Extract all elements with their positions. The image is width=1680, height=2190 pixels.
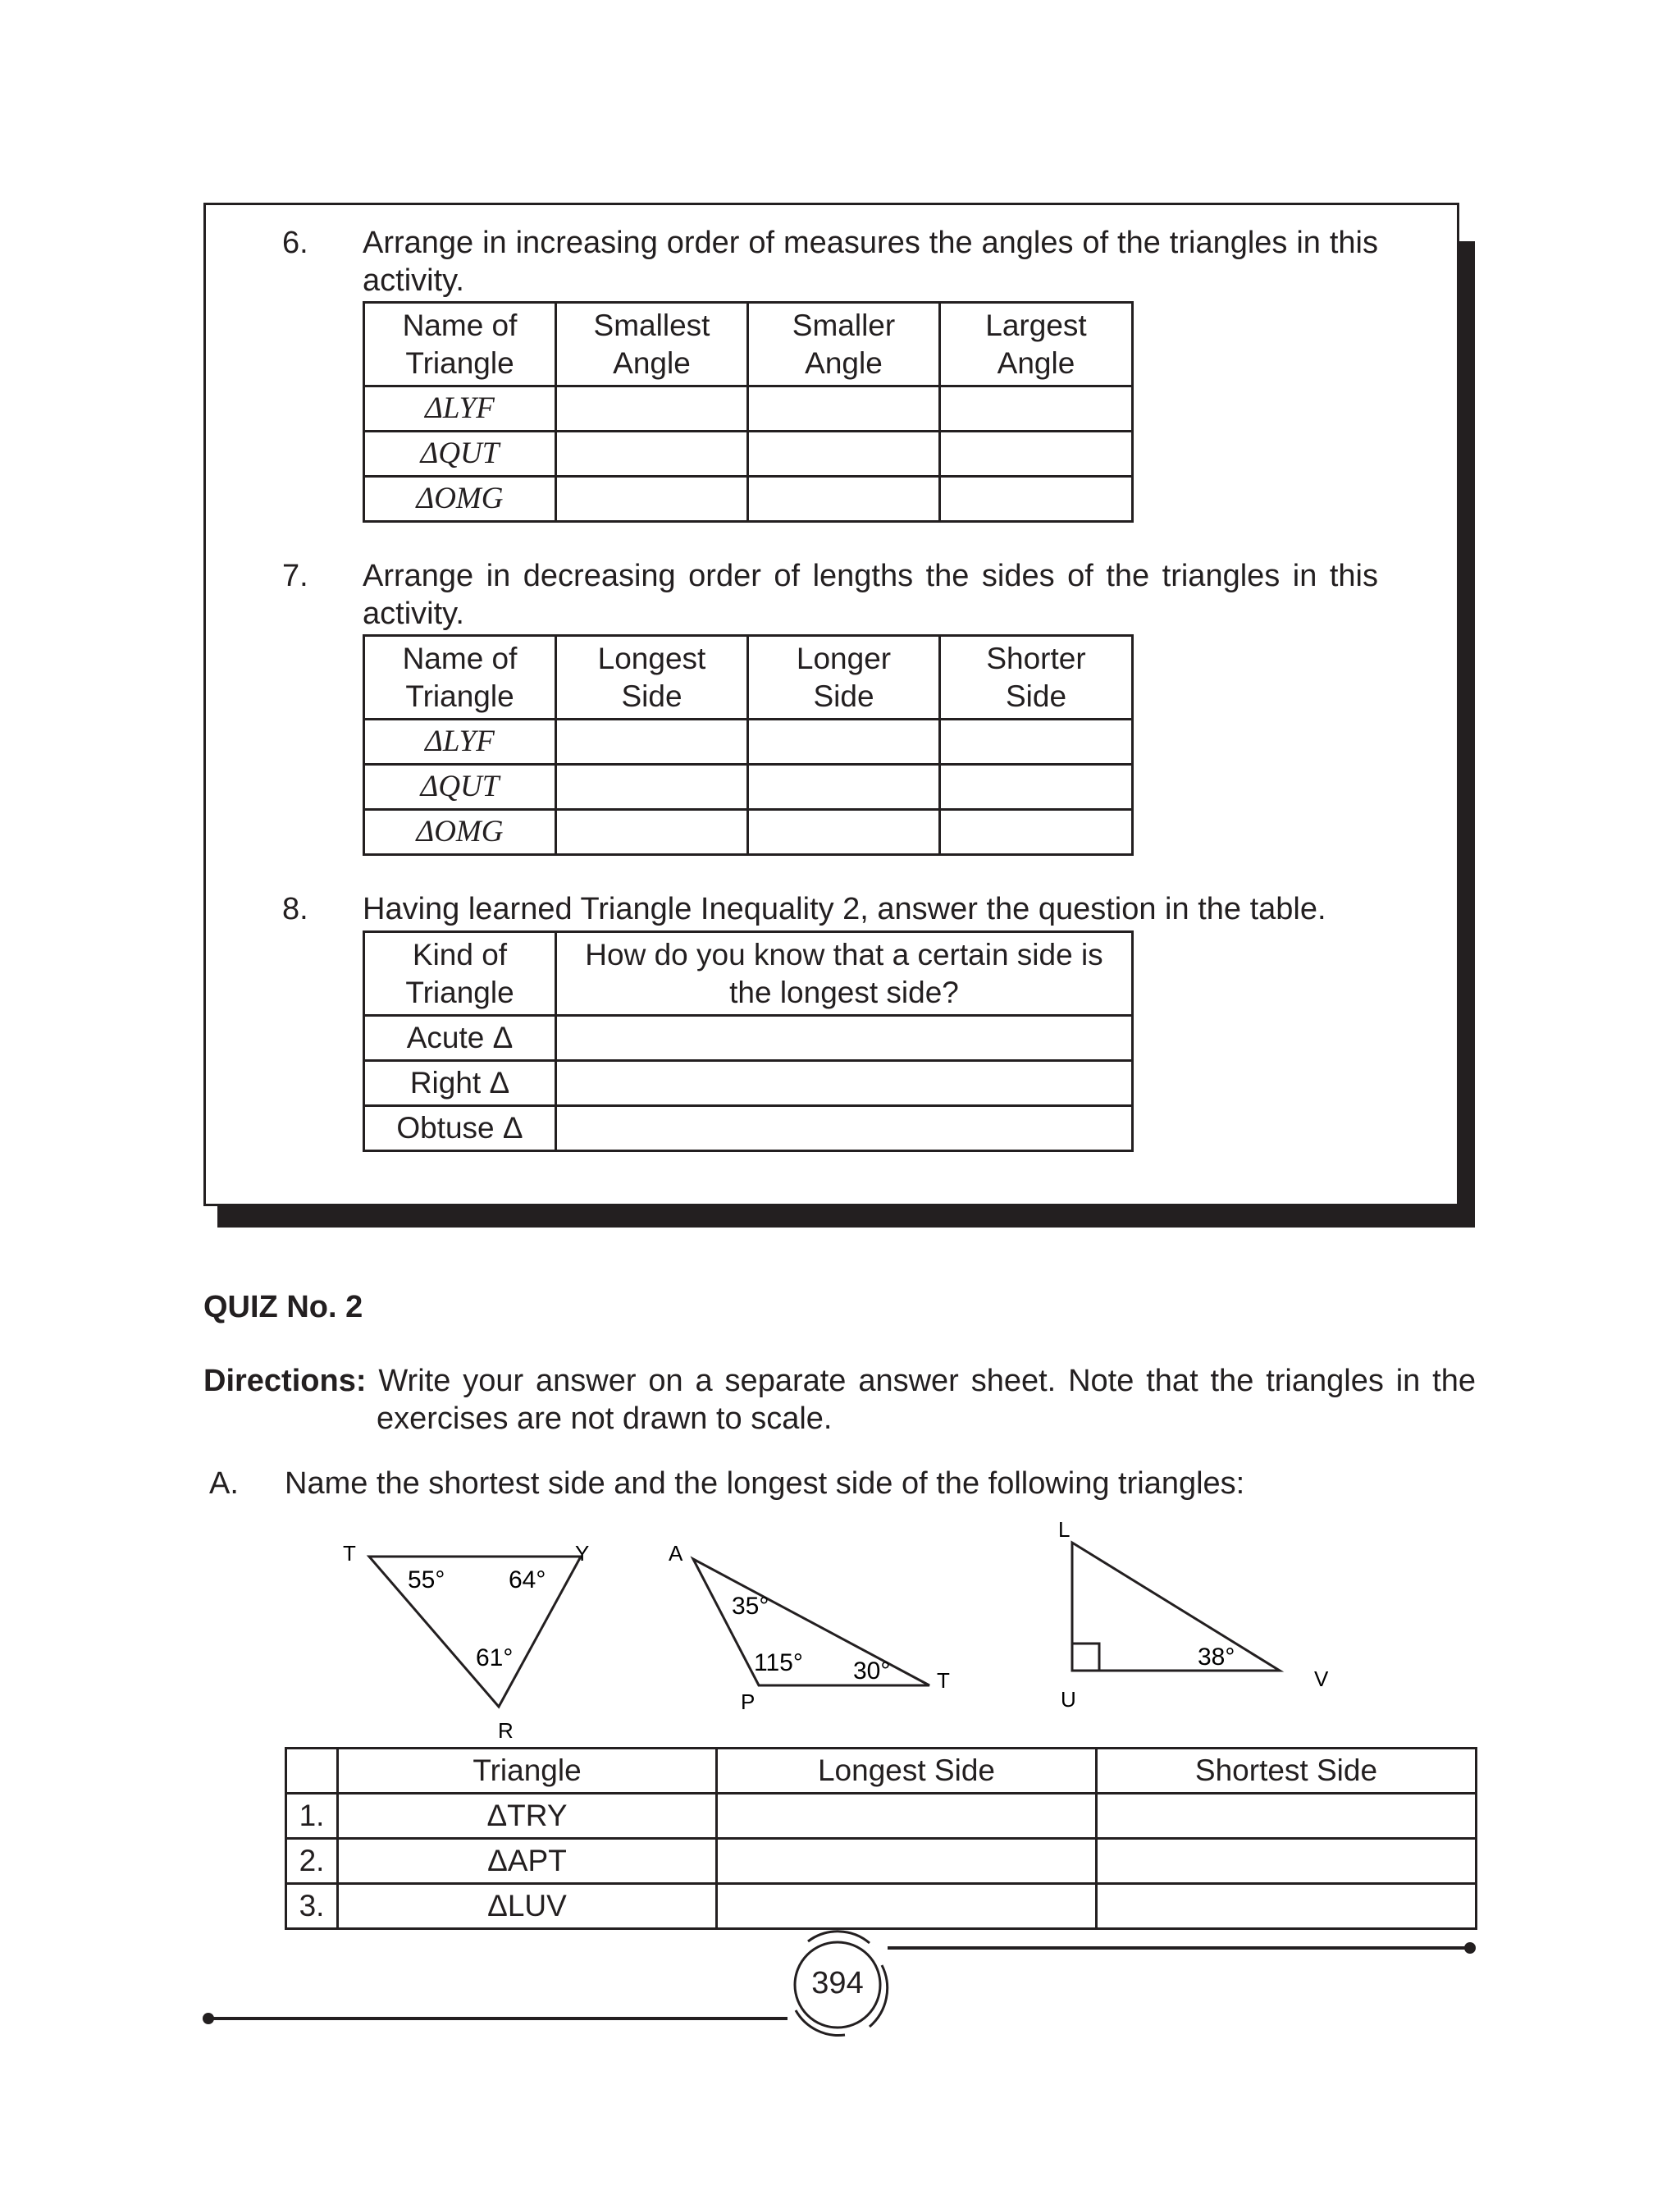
directions-line1: Write your answer on a separate answer sheet. Note that the triangles in the: [378, 1364, 1476, 1398]
q7-header-shorter: Shorter Side: [940, 636, 1133, 720]
right-angle-marker: [1072, 1644, 1099, 1671]
q6-header-name: Name of Triangle: [364, 303, 556, 386]
q7-table: [363, 634, 1134, 856]
quiz-directions: [203, 1362, 1476, 1438]
answer-cell[interactable]: [940, 386, 1133, 432]
q6-row-name: ΔOMG: [364, 477, 556, 522]
row-number: 1.: [286, 1794, 338, 1839]
triangle-figures: [0, 1510, 1680, 1756]
angle-label: 61°: [476, 1644, 514, 1671]
q7-header-row: [364, 636, 1133, 720]
table-row: [364, 386, 1133, 432]
table-row: [364, 432, 1133, 477]
vertex-label: Y: [575, 1541, 590, 1566]
answer-cell[interactable]: [940, 720, 1133, 765]
q6-header-smallest: Smallest Angle: [556, 303, 748, 386]
answer-cell[interactable]: [556, 1016, 1133, 1061]
vertex-label: P: [741, 1689, 756, 1714]
section-text: Name the shortest side and the longest side of the following triangles:: [285, 1466, 1245, 1501]
directions-line2: exercises are not drawn to scale.: [377, 1401, 833, 1436]
quiz-title: QUIZ No. 2: [203, 1290, 363, 1324]
q6-header-smaller: Smaller Angle: [748, 303, 940, 386]
angle-label: 64°: [509, 1566, 546, 1593]
answer-cell[interactable]: [940, 765, 1133, 810]
q8-number: 8.: [282, 892, 308, 926]
answer-cell[interactable]: [940, 810, 1133, 855]
table-row: [286, 1839, 1477, 1884]
section-letter: A.: [209, 1466, 239, 1501]
answer-header-row: [286, 1749, 1477, 1794]
answer-header-num: [286, 1749, 338, 1794]
q8-header-row: [364, 932, 1133, 1016]
q7-row-name: ΔLYF: [364, 720, 556, 765]
answer-cell[interactable]: [717, 1839, 1097, 1884]
directions-label: Directions:: [203, 1364, 367, 1398]
q7-header-longest: Longest Side: [556, 636, 748, 720]
vertex-label: U: [1061, 1687, 1076, 1712]
table-row: [364, 1061, 1133, 1106]
q6-header-largest: Largest Angle: [940, 303, 1133, 386]
answer-header-longest: Longest Side: [717, 1749, 1097, 1794]
table-row: [364, 1106, 1133, 1151]
q6-header-row: [364, 303, 1133, 386]
row-number: 2.: [286, 1839, 338, 1884]
answer-cell[interactable]: [748, 477, 940, 522]
footer-dot-left: [203, 2013, 214, 2024]
vertex-label: R: [498, 1718, 514, 1743]
row-triangle: ΔTRY: [338, 1794, 717, 1839]
triangle-luv: [1072, 1543, 1280, 1671]
answer-cell[interactable]: [556, 1106, 1133, 1151]
angle-label: 35°: [732, 1593, 769, 1620]
angle-label: 115°: [754, 1649, 803, 1676]
vertex-label: T: [937, 1668, 950, 1693]
answer-cell[interactable]: [717, 1794, 1097, 1839]
q8-header-kind: Kind of Triangle: [364, 932, 556, 1016]
q8-row-kind: Acute Δ: [364, 1016, 556, 1061]
table-row: [286, 1794, 1477, 1839]
q6-number: 6.: [282, 226, 308, 260]
angle-label: 38°: [1198, 1644, 1235, 1671]
row-number: 3.: [286, 1884, 338, 1929]
table-row: [364, 1016, 1133, 1061]
answer-cell[interactable]: [940, 477, 1133, 522]
answer-cell[interactable]: [556, 765, 748, 810]
q7-header-longer: Longer Side: [748, 636, 940, 720]
q6-text: Arrange in increasing order of measures the angles of the triangles in this activity.: [363, 226, 1378, 298]
table-row: [364, 810, 1133, 855]
triangle-try: [369, 1557, 581, 1707]
vertex-label: L: [1058, 1517, 1071, 1542]
answer-cell[interactable]: [556, 386, 748, 432]
vertex-label: T: [343, 1541, 356, 1566]
q7-text: Arrange in decreasing order of lengths the sides of the triangles in this activity.: [363, 559, 1378, 631]
answer-cell[interactable]: [748, 810, 940, 855]
q6-row-name: ΔLYF: [364, 386, 556, 432]
answer-cell[interactable]: [556, 810, 748, 855]
triangle-apt: [693, 1559, 929, 1685]
q6-table: [363, 301, 1134, 523]
section-a: [209, 1465, 1245, 1502]
q7-header-name: Name of Triangle: [364, 636, 556, 720]
table-row: [364, 720, 1133, 765]
answer-cell[interactable]: [556, 720, 748, 765]
answer-cell[interactable]: [748, 386, 940, 432]
answer-cell[interactable]: [748, 432, 940, 477]
vertex-label: V: [1314, 1667, 1329, 1691]
answer-table: [285, 1747, 1477, 1930]
answer-cell[interactable]: [940, 432, 1133, 477]
q8-row-kind: Right Δ: [364, 1061, 556, 1106]
page-number: 394: [811, 1966, 864, 2000]
q7-row-name: ΔOMG: [364, 810, 556, 855]
angle-label: 30°: [853, 1657, 891, 1685]
row-triangle: ΔAPT: [338, 1839, 717, 1884]
row-triangle: ΔLUV: [338, 1884, 717, 1929]
answer-header-shortest: Shortest Side: [1097, 1749, 1477, 1794]
q7-row-name: ΔQUT: [364, 765, 556, 810]
table-row: [364, 765, 1133, 810]
answer-cell[interactable]: [1097, 1794, 1477, 1839]
table-row: [364, 477, 1133, 522]
answer-cell[interactable]: [748, 765, 940, 810]
footer-dot-right: [1464, 1942, 1476, 1954]
answer-cell[interactable]: [1097, 1839, 1477, 1884]
q8-table: [363, 930, 1134, 1152]
angle-label: 55°: [408, 1566, 445, 1593]
answer-cell[interactable]: [556, 432, 748, 477]
vertex-label: A: [669, 1541, 683, 1566]
q8-header-question: How do you know that a certain side is the longest side?: [556, 932, 1133, 1016]
answer-cell[interactable]: [556, 477, 748, 522]
answer-header-triangle: Triangle: [338, 1749, 717, 1794]
q7-number: 7.: [282, 559, 308, 593]
answer-cell[interactable]: [556, 1061, 1133, 1106]
q6-row-name: ΔQUT: [364, 432, 556, 477]
q8-text: Having learned Triangle Inequality 2, answer the question in the table.: [363, 892, 1326, 926]
answer-cell[interactable]: [748, 720, 940, 765]
q8-row-kind: Obtuse Δ: [364, 1106, 556, 1151]
